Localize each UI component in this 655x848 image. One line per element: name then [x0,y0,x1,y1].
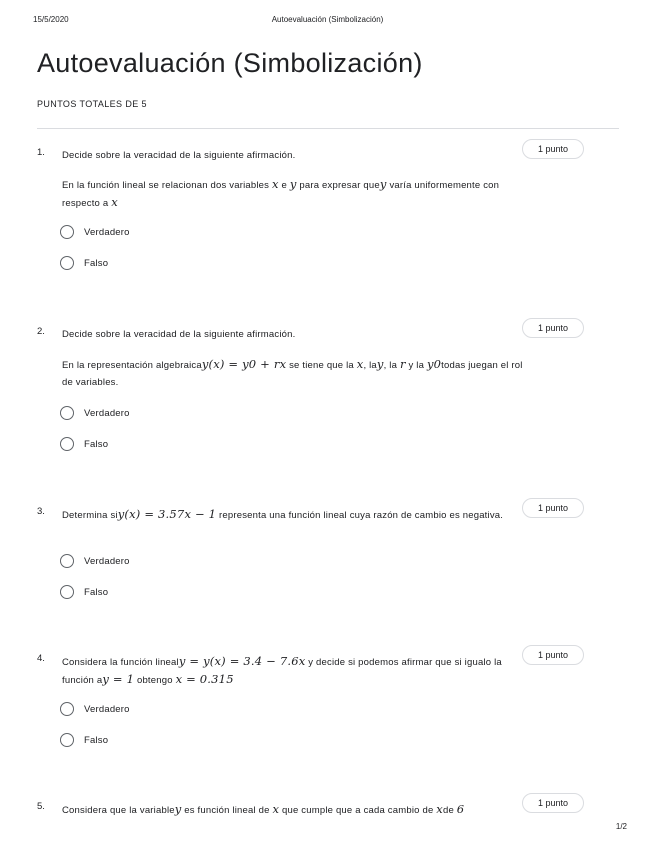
form-title: Autoevaluación (Simbolización) [37,48,423,78]
option-label: Verdadero [84,407,130,419]
radio-button[interactable] [60,225,74,239]
option-label: Falso [84,586,109,598]
radio-button[interactable] [60,733,74,747]
points-badge: 1 punto [522,498,584,518]
radio-button[interactable] [60,437,74,451]
points-badge: 1 punto [522,645,584,665]
points-badge: 1 punto [522,793,584,813]
print-header-title: Autoevaluación (Simbolización) [271,15,384,24]
option-falso[interactable] [60,435,108,453]
question-text: Decide sobre la veracidad de la siguiente afirmación. [62,150,296,161]
question-description: En la función lineal se relacionan dos variables x e y para expresar quey varía uniformemente con respecto a x [62,177,500,209]
total-points: PUNTOS TOTALES DE 5 [37,99,147,109]
option-label: Verdadero [84,226,130,238]
question-number: 4. [37,653,45,664]
option-label: Falso [84,257,109,269]
option-label: Verdadero [84,555,130,567]
question-number: 5. [37,801,45,812]
option-label: Falso [84,438,109,450]
option-label: Falso [84,734,109,746]
divider [37,128,619,129]
print-date: 15/5/2020 [33,15,69,24]
radio-button[interactable] [60,406,74,420]
option-falso[interactable] [60,254,108,272]
question-description: En la representación algebraicay(x) = y0 + rx se tiene que la x, lay, la r y la y0todas juegan el rol de variables. [62,357,523,388]
question-number: 1. [37,147,45,158]
radio-button[interactable] [60,554,74,568]
question-text: Considera la función linealy = y(x) = 3.4 − 7.6x y decide si podemos afirmar que si igualo la función ay = 1 obtengo x = 0.315 [62,654,502,686]
page-number: 1/2 [615,822,627,831]
option-falso[interactable] [60,731,108,749]
question-text: Considera que la variabley es función lineal de x que cumple que a cada cambio de xde 6 [62,802,465,816]
radio-button[interactable] [60,702,74,716]
option-verdadero[interactable] [60,552,130,570]
option-label: Verdadero [84,703,130,715]
question-text: Determina siy(x) = 3.57x − 1 representa una función lineal cuya razón de cambio es negativa. [62,507,504,521]
option-verdadero[interactable] [60,700,130,718]
points-badge: 1 punto [522,139,584,159]
option-verdadero[interactable] [60,223,130,241]
question-text: Decide sobre la veracidad de la siguiente afirmación. [62,329,296,340]
radio-button[interactable] [60,256,74,270]
radio-button[interactable] [60,585,74,599]
option-falso[interactable] [60,583,108,601]
option-verdadero[interactable] [60,404,130,422]
points-badge: 1 punto [522,318,584,338]
question-number: 3. [37,506,45,517]
question-number: 2. [37,326,45,337]
